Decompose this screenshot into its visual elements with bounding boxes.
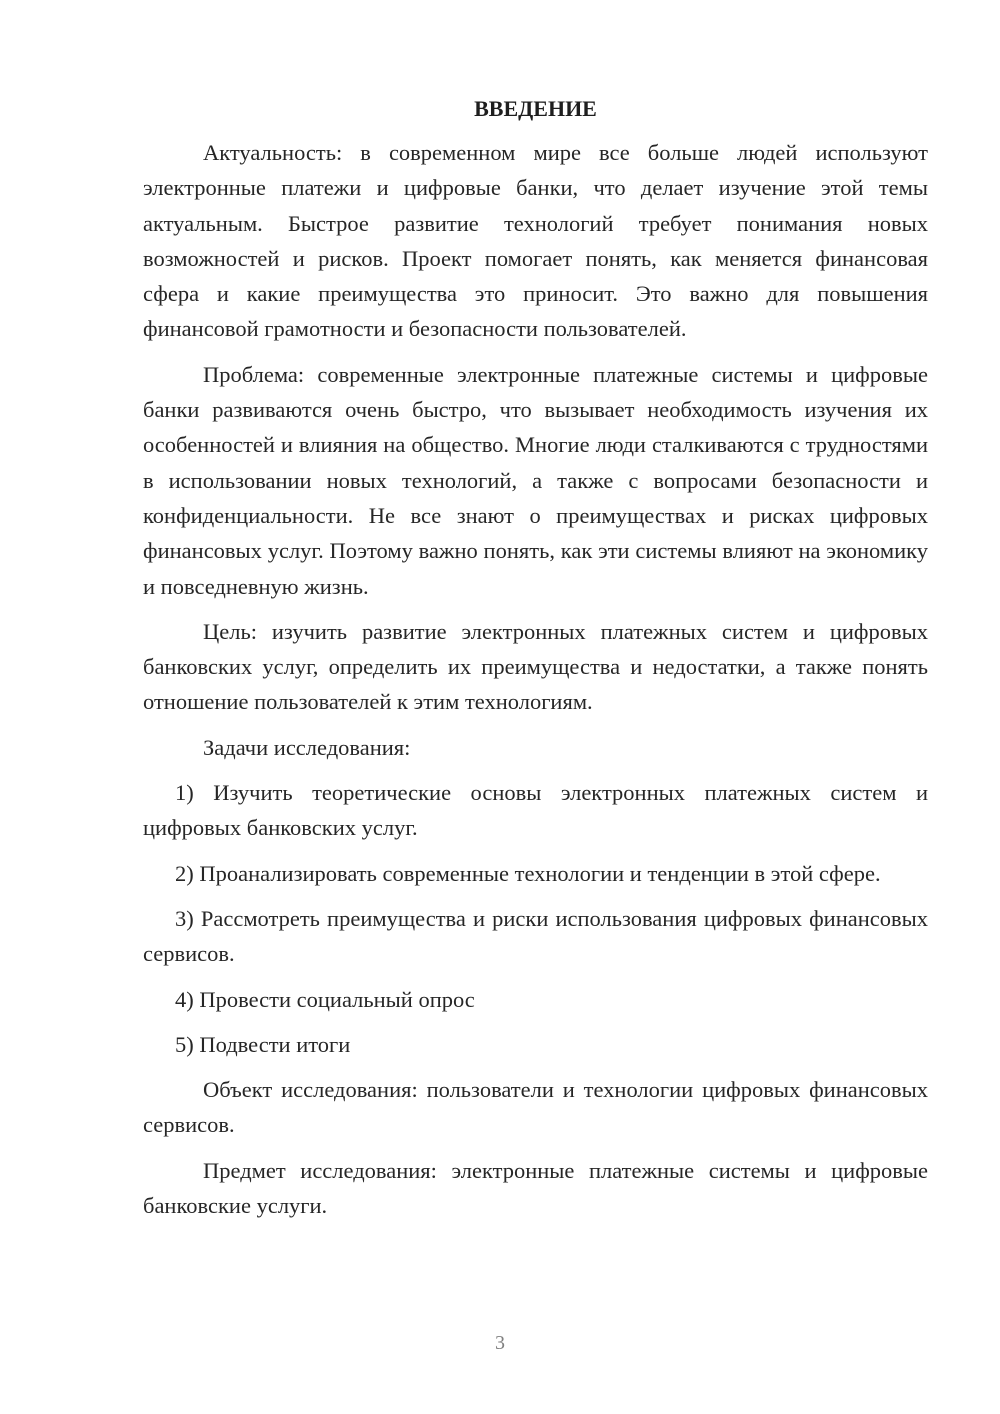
task-item-5: 5) Подвести итоги bbox=[175, 1031, 351, 1057]
task-item-1: 1) Изучить теоретические основы электронных платежных систем и цифровых банковских услуг. bbox=[143, 780, 928, 841]
object-paragraph: Объект исследования: пользователи и технологии цифровых финансовых сервисов. bbox=[143, 1077, 928, 1138]
problem-paragraph: Проблема: современные электронные платежные системы и цифровые банки развиваются очень быстро, что вызывает необходимость изучения их особенностей и влияния на общество. Многие люди сталкиваются с трудностями в использовании новых технологий, а также с вопросами безопасности и конфиденциальности. Не все знают о преимуществах и рисках цифровых финансовых услуг. Поэтому важно понять, как эти системы влияют на экономику и повседневную жизнь. bbox=[143, 361, 928, 599]
task-item-2: 2) Проанализировать современные технологии и тенденции в этой сфере. bbox=[175, 860, 881, 886]
goal-paragraph: Цель: изучить развитие электронных платежных систем и цифровых банковских услуг, определить их преимущества и недостатки, а также понять отношение пользователей к этим технологиям. bbox=[143, 618, 928, 715]
section-title: ВВЕДЕНИЕ bbox=[474, 96, 597, 121]
page-content bbox=[143, 93, 928, 1223]
subject-paragraph: Предмет исследования: электронные платежные системы и цифровые банковские услуги. bbox=[143, 1157, 928, 1219]
task-item-3: 3) Рассмотреть преимущества и риски использования цифровых финансовых сервисов. bbox=[143, 905, 928, 967]
relevance-paragraph: Актуальность: в современном мире все больше людей используют электронные платежи и цифровые банки, что делает изучение этой темы актуальным. Быстрое развитие технологий требует понимания новых возможностей и рисков. Проект помогает понять, как меняется финансовая сфера и какие преимущества это приносит. Это важно для повышения финансовой грамотности и безопасности пользователей. bbox=[143, 140, 928, 342]
task-item-4: 4) Провести социальный опрос bbox=[175, 986, 475, 1012]
page-number: 3 bbox=[495, 1332, 505, 1354]
tasks-heading: Задачи исследования: bbox=[203, 734, 411, 760]
